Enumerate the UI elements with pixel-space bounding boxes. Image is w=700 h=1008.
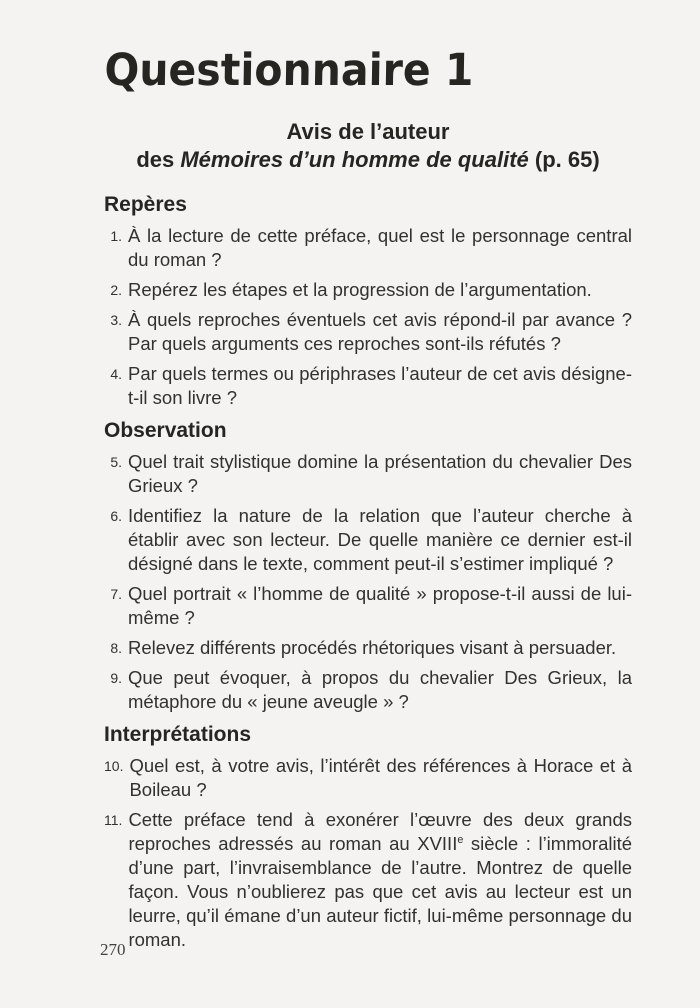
text-run: Quel portrait « l’homme de qualité » propose-t-il aussi de lui-même ? — [128, 583, 632, 628]
question-number: 9. — [110, 670, 122, 686]
question-item — [104, 224, 632, 272]
question-number: 1. — [110, 228, 122, 244]
question-item — [104, 362, 632, 410]
text-run: Relevez différents procédés rhétoriques visant à persuader. — [128, 637, 617, 658]
question-item — [104, 808, 632, 952]
question-text — [128, 308, 632, 356]
superscript-text: e — [457, 833, 464, 846]
question-item — [104, 582, 632, 630]
chapter-subtitle — [104, 118, 632, 174]
question-number: 3. — [110, 312, 122, 328]
section-heading: Observation — [104, 419, 227, 442]
section-heading: Interprétations — [104, 723, 252, 746]
question-text — [128, 504, 632, 576]
question-number: 8. — [110, 640, 122, 656]
page-title: Questionnaire 1 — [104, 43, 474, 96]
question-text — [128, 666, 632, 714]
question-text — [128, 582, 632, 630]
text-run: Repérez les étapes et la progression de l’argumentation. — [128, 279, 592, 300]
question-item — [104, 278, 632, 302]
text-run: Par quels termes ou périphrases l’auteur de cet avis désigne-t-il son livre ? — [128, 363, 632, 408]
text-run: (p. 65) — [528, 147, 600, 172]
question-number: 10. — [104, 758, 124, 774]
page-number: 270 — [100, 940, 126, 959]
question-item — [104, 636, 632, 660]
question-text — [128, 636, 632, 660]
question-item — [104, 450, 632, 498]
question-item — [104, 504, 632, 576]
section-heading: Repères — [104, 193, 187, 216]
subtitle-line1: Avis de l’auteur — [286, 119, 450, 144]
text-run: Identifiez la nature de la relation que l’auteur cherche à établir avec son lecteur. De quelle manière ce dernier est-il désigné dans le texte, comment peut-il s’estimer impliqué ? — [128, 505, 632, 574]
section — [104, 192, 632, 410]
question-number: 5. — [110, 454, 122, 470]
question-text — [128, 362, 632, 410]
subtitle-line2 — [104, 146, 632, 174]
question-number: 4. — [110, 366, 122, 382]
text-run: Que peut évoquer, à propos du chevalier Des Grieux, la métaphore du « jeune aveugle » ? — [128, 667, 632, 712]
text-run: XVIII — [417, 833, 458, 854]
question-item — [104, 754, 632, 802]
text-run: Quel est, à votre avis, l’intérêt des références à Horace et à Boileau ? — [129, 755, 632, 800]
question-text — [128, 278, 632, 302]
question-item — [104, 666, 632, 714]
italic-text: Mémoires d’un homme de qualité — [180, 147, 529, 172]
question-text — [128, 224, 632, 272]
question-text — [128, 450, 632, 498]
question-number: 2. — [110, 282, 122, 298]
section — [104, 722, 632, 952]
question-number: 7. — [110, 586, 122, 602]
text-run: À quels reproches éventuels cet avis répond-il par avance ? Par quels arguments ces reproches sont-ils réfutés ? — [128, 309, 632, 354]
questionnaire-body — [104, 192, 632, 952]
text-run: Cette préface tend à exonérer l’œuvre des deux grands reproches adressés au roman au — [128, 809, 632, 854]
text-run: À la lecture de cette préface, quel est le personnage central du roman ? — [128, 225, 632, 270]
section — [104, 418, 632, 714]
question-number: 6. — [110, 508, 122, 524]
text-run: Quel trait stylistique domine la présentation du chevalier Des Grieux ? — [128, 451, 632, 496]
question-number: 11. — [104, 812, 123, 828]
text-run: siècle : l’immoralité d’une part, l’invraisemblance de l’autre. Montrez de quelle façon. Vous n’oublierez pas que cet avis au lecteur est un leurre, qu’il émane d’un auteur fictif, lui-même personnage du roman. — [128, 833, 633, 950]
question-text — [129, 754, 632, 802]
text-run: des — [136, 147, 181, 172]
question-item — [104, 308, 632, 356]
question-text — [128, 808, 632, 952]
